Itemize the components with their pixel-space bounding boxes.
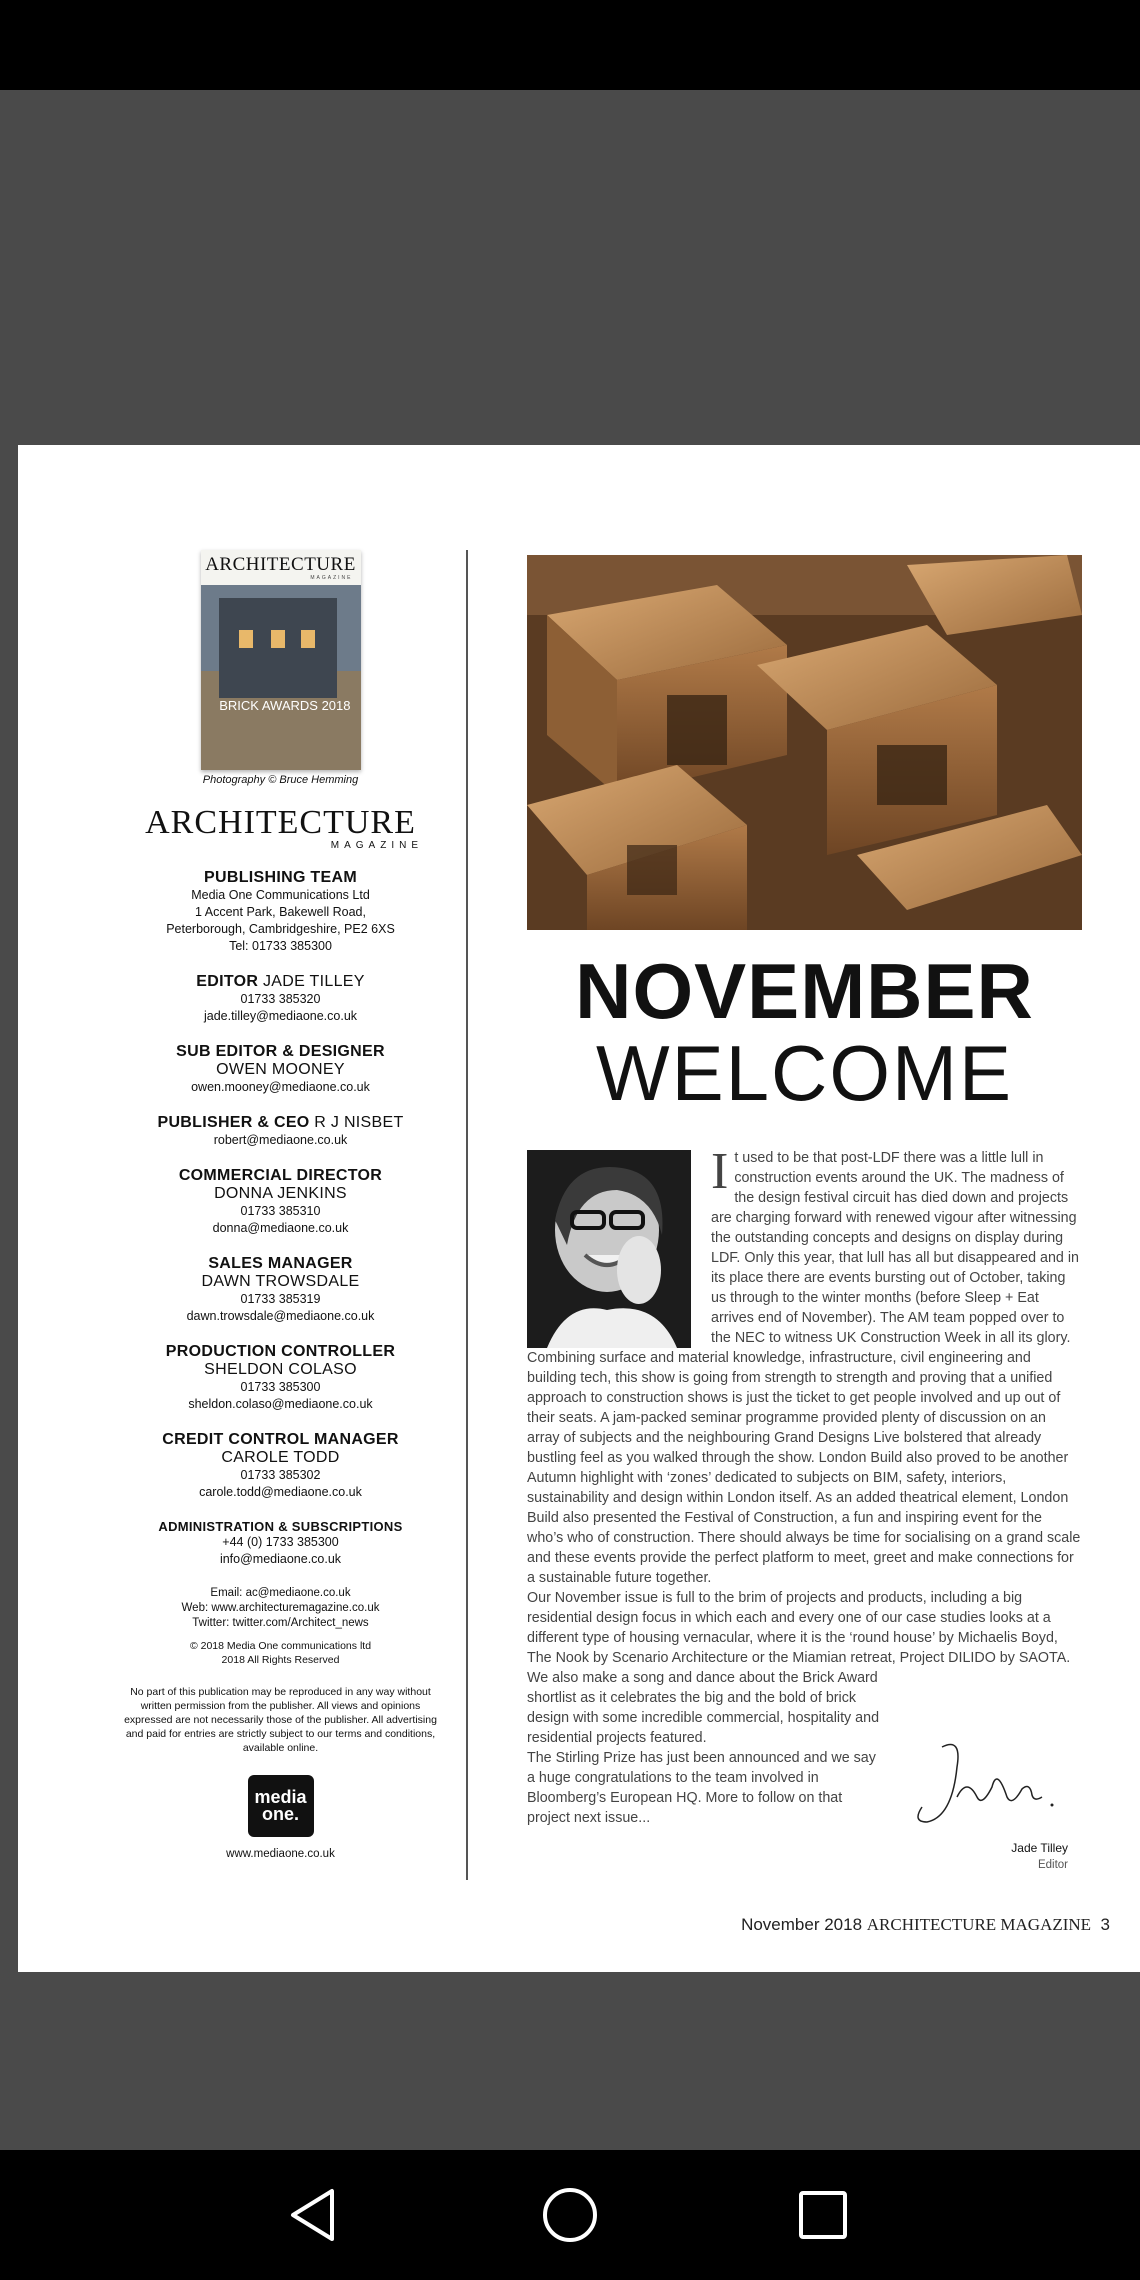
rights-line: 2018 All Rights Reserved [221, 1654, 340, 1666]
staff-name: JADE TILLEY [263, 973, 365, 990]
home-button[interactable] [530, 2175, 610, 2255]
status-bar [0, 0, 1140, 90]
publisher-address-2: Peterborough, Cambridgeshire, PE2 6XS [166, 922, 395, 936]
contact-block [113, 1586, 448, 1631]
recents-square-icon [793, 2185, 853, 2245]
staff-role: SALES MANAGER [208, 1255, 353, 1272]
staff-email[interactable]: carole.todd@mediaone.co.uk [199, 1485, 362, 1499]
staff-email[interactable]: owen.mooney@mediaone.co.uk [191, 1080, 370, 1094]
staff-role-line [113, 973, 448, 991]
contact-email[interactable]: Email: ac@mediaone.co.uk [210, 1587, 351, 1599]
staff-role: SUB EDITOR & DESIGNER [176, 1043, 385, 1060]
cover-window [301, 630, 315, 648]
photo-credit: Photography © Bruce Hemming [202, 774, 359, 786]
website-link[interactable]: www.mediaone.co.uk [226, 1848, 335, 1860]
cover-window [271, 630, 285, 648]
staff-name: R J NISBET [314, 1114, 404, 1131]
staff-sub-editor [113, 1043, 448, 1096]
headline-welcome: WELCOME [595, 1029, 1014, 1117]
admin-phone: +44 (0) 1733 385300 [222, 1535, 339, 1549]
staff-email[interactable]: dawn.trowsdale@mediaone.co.uk [186, 1309, 375, 1323]
logo-line-1: media [254, 1787, 307, 1807]
admin-email[interactable]: info@mediaone.co.uk [219, 1552, 342, 1566]
page-number: 3 [1100, 1915, 1110, 1934]
hero-illustration [527, 555, 1082, 930]
staff-role: COMMERCIAL DIRECTOR [178, 1167, 383, 1184]
masthead-column [113, 550, 448, 1862]
staff-phone: 01733 385302 [240, 1468, 321, 1482]
drop-cap: I [711, 1143, 729, 1200]
admin-subscriptions [113, 1519, 448, 1568]
disclaimer: No part of this publication may be reproduced in any way without written permission from the publisher. All views and opinions expressed are not necessarily those of the publisher. All advertising and paid for entries are strictly subject to our terms and conditions, available online. [124, 1686, 437, 1754]
staff-name: SHELDON COLASO [204, 1361, 357, 1378]
recents-button[interactable] [783, 2175, 863, 2255]
publishing-heading: PUBLISHING TEAM [204, 869, 357, 886]
copyright-line: © 2018 Media One communications ltd [189, 1640, 372, 1652]
staff-phone: 01733 385310 [240, 1204, 321, 1218]
magazine-cover-thumbnail [201, 550, 361, 770]
masthead-title: ARCHITECTURE [145, 804, 416, 841]
signature-name: Jade Tilley [1011, 1841, 1068, 1855]
signature-title: Editor [1037, 1859, 1068, 1871]
admin-heading: ADMINISTRATION & SUBSCRIPTIONS [158, 1519, 403, 1534]
staff-phone: 01733 385300 [240, 1380, 321, 1394]
back-button[interactable] [275, 2175, 355, 2255]
article-paragraph-4: The Stirling Prize has just been announced and we say a huge congratulations to the team involved in Bloomberg’s European HQ. More to follow on that project next issue... [527, 1750, 876, 1826]
staff-publisher [113, 1114, 448, 1149]
page-footer [18, 1915, 1110, 1935]
staff-email[interactable]: donna@mediaone.co.uk [212, 1221, 349, 1235]
staff-email[interactable]: robert@mediaone.co.uk [213, 1133, 348, 1147]
staff-phone: 01733 385319 [240, 1292, 321, 1306]
staff-sales-manager [113, 1255, 448, 1325]
contact-web[interactable]: Web: www.architecturemagazine.co.uk [181, 1602, 380, 1614]
media-one-logo [248, 1775, 314, 1837]
staff-commercial-director [113, 1167, 448, 1237]
contact-twitter[interactable]: Twitter: twitter.com/Architect_news [192, 1617, 369, 1629]
staff-editor [113, 973, 448, 1025]
article-paragraph-2: Our November issue is full to the brim of projects and products, including a big residential design focus in which each and every one of our case studies looks at a different type of housing vernacular, where it is the ‘round house’ by Michaelis Boyd, The Nook by Scenario Architecture or the Miamian retreat, Project DILIDO by SAOTA. [527, 1590, 1071, 1666]
article-text-1: t used to be that post-LDF there was a little lull in construction events around the UK. The madness of the design festival circuit has died down and projects are charging forward with renewed vigour after witnessing the outstanding concepts and designs on display during LDF. Only this year, that lull has all but disappeared and in its place there are events bursting out of October, taking us through to the winter months (before Sleep + Eat arrives end of November). The AM team popped over to the NEC to witness UK Construction Week in all its glory. Combining surface and material knowledge, infrastructure, civil engineering and building tech, this show is going from strength to strength and proving that a unified approach to construction shows is just the ticket to get people involved and up out of their seats. A jam-packed seminar programme provided plenty of discussion on an array of subjects and the neighbouring Grand Designs Live bolstered that already bustling feel as you walked through the show. London Build also proved to be another Autumn highlight with ‘zones’ dedicated to subjects on BIM, safety, interiors, sustainability and design within London itself. As an added theatrical element, London Build also presented the Festival of Construction, a fun and inspiring event for the who’s who of construction. There should always be time for socialising on a grand scale and these events provide the perfect platform to meet, greet and make connections for a sustainable future together. [527, 1150, 1081, 1586]
article-paragraph-3: We also make a song and dance about the Brick Award shortlist as it celebrates the big and the bold of brick design with some incredible commercial, hospitality and residential projects featured. [527, 1670, 880, 1746]
staff-name: DAWN TROWSDALE [201, 1273, 360, 1290]
back-triangle-icon [285, 2185, 345, 2245]
editor-signature [902, 1727, 1082, 1877]
android-navigation-bar [0, 2150, 1140, 2280]
cover-subtitle: MAGAZINE [310, 575, 353, 581]
article-body [527, 1143, 1082, 1828]
document-viewer[interactable] [0, 90, 1140, 2150]
cover-window [239, 630, 253, 648]
magazine-page [18, 445, 1140, 1972]
staff-email[interactable]: jade.tilley@mediaone.co.uk [203, 1009, 358, 1023]
staff-credit-control [113, 1431, 448, 1501]
staff-name: OWEN MOONEY [216, 1061, 345, 1078]
logo-text [254, 1789, 306, 1823]
copyright-block [113, 1639, 448, 1667]
staff-production-controller [113, 1343, 448, 1413]
hero-image-wooden-structure [527, 555, 1082, 930]
staff-email[interactable]: sheldon.colaso@mediaone.co.uk [188, 1397, 373, 1411]
masthead-subtitle: MAGAZINE [330, 840, 423, 851]
publishing-team [113, 869, 448, 955]
column-divider [466, 550, 468, 1880]
staff-role: PUBLISHER & CEO [157, 1114, 310, 1131]
staff-name: CAROLE TODD [221, 1449, 340, 1466]
cover-badge: BRICK AWARDS 2018 [219, 698, 351, 713]
staff-phone: 01733 385320 [240, 992, 321, 1006]
cover-title: ARCHITECTURE [205, 554, 356, 575]
publisher-address-1: 1 Accent Park, Bakewell Road, [195, 905, 366, 919]
staff-role: PRODUCTION CONTROLLER [165, 1343, 396, 1360]
photo-spacer [527, 1148, 711, 1346]
logo-line-2: one. [261, 1804, 299, 1824]
home-circle-icon [540, 2185, 600, 2245]
headline-november: NOVEMBER [575, 947, 1034, 1035]
staff-role: CREDIT CONTROL MANAGER [162, 1431, 399, 1448]
footer-magazine: ARCHITECTURE MAGAZINE [866, 1915, 1092, 1934]
publisher-phone: Tel: 01733 385300 [229, 939, 332, 953]
signature-scribble [902, 1727, 1082, 1837]
staff-role: EDITOR [196, 973, 259, 990]
article-column [527, 555, 1082, 1871]
publisher-company: Media One Communications Ltd [191, 888, 370, 902]
footer-date: November 2018 [741, 1915, 863, 1934]
staff-role-line [113, 1114, 448, 1132]
cover-house-image [219, 598, 337, 698]
staff-name: DONNA JENKINS [214, 1185, 347, 1202]
